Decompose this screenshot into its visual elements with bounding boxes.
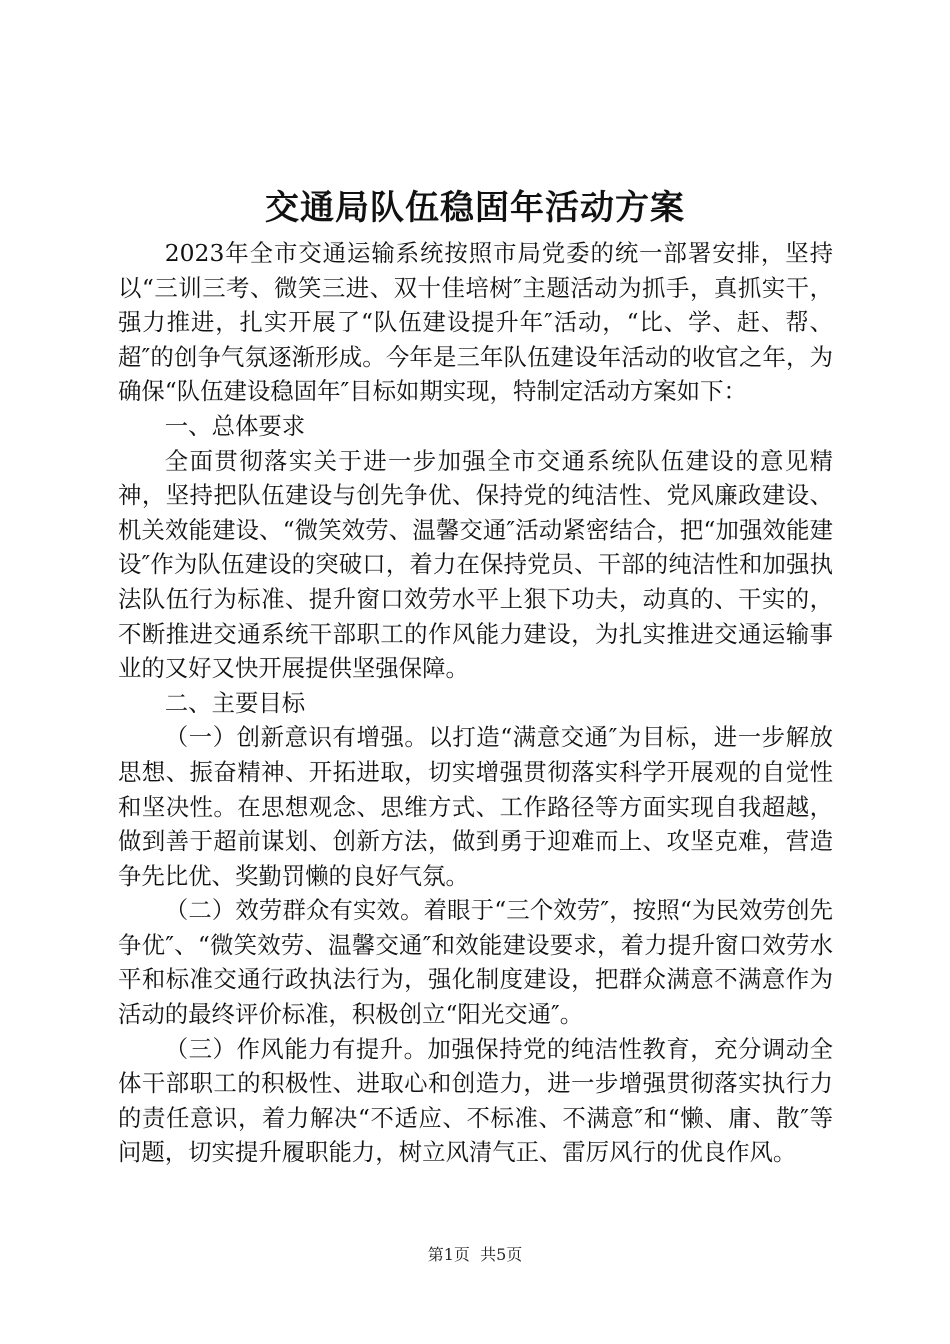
section-heading-main-goals: 二、主要目标	[164, 688, 306, 717]
goal-paragraph-innovation: （一）创新意识有增强。以打造“满意交通″为目标，进一步解放思想、振奋精神、开拓进取，切实增强贯彻落实科学开展观的自觉性和坚决性。在思想观念、思维方式、工作路径等方面实现自我超越，做到善于超前谋划、创新方法，做到勇于迎难而上、攻坚克难，营造争先比优、奖勤罚懒的良好气氛。	[118, 723, 833, 890]
page-footer	[0, 1244, 950, 1266]
document-title: 交通局队伍稳固年活动方案	[265, 188, 685, 228]
page-number: 第1页	[427, 1245, 470, 1264]
section-heading-general-requirements: 一、总体要求	[164, 411, 306, 440]
intro-paragraph: 2023年全市交通运输系统按照市局党委的统一部署安排，坚持以“三训三考、微笑三进、双十佳培树″主题活动为抓手，真抓实干，强力推进，扎实开展了“队伍建设提升年″活动，“比、学、赶、帮、超″的创争气氛逐渐形成。今年是三年队伍建设年活动的收官之年，为确保“队伍建设稳固年″目标如期实现，特制定活动方案如下：	[118, 239, 833, 406]
goal-paragraph-service: （二）效劳群众有实效。着眼于“三个效劳″，按照“为民效劳创先争优″、“微笑效劳、温馨交通″和效能建设要求，着力提升窗口效劳水平和标准交通行政执法行为，强化制度建设，把群众满意不满意作为活动的最终评价标准，积极创立“阳光交通″。	[118, 896, 833, 1029]
page-total: 共5页	[480, 1245, 523, 1264]
goal-paragraph-work-style: （三）作风能力有提升。加强保持党的纯洁性教育，充分调动全体干部职工的积极性、进取心和创造力，进一步增强贯彻落实执行力的责任意识，着力解决“不适应、不标准、不满意″和“懒、庸、散″等问题，切实提升履职能力，树立风清气正、雷厉风行的优良作风。	[118, 1034, 833, 1167]
general-requirements-paragraph: 全面贯彻落实关于进一步加强全市交通系统队伍建设的意见精神，坚持把队伍建设与创先争优、保持党的纯洁性、党风廉政建设、机关效能建设、“微笑效劳、温馨交通″活动紧密结合，把“加强效能建设″作为队伍建设的突破口，着力在保持党员、干部的纯洁性和加强执法队伍行为标准、提升窗口效劳水平上狠下功夫，动真的、干实的，不断推进交通系统干部职工的作风能力建设，为扎实推进交通运输事业的又好又快开展提供坚强保障。	[118, 446, 833, 683]
document-body	[118, 236, 833, 1170]
